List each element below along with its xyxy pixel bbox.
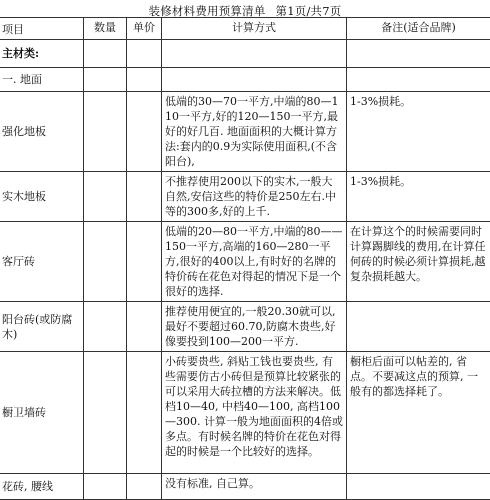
row-item: 花砖, 腰线 [0, 474, 84, 500]
row-item: 客厅砖 [0, 222, 84, 302]
row-calc: 低端的30—70一平方,中端的80—110一平方,好的120—150一平方,最好的好几百. 地面面积的大概计算方法:套内的0.9为实际使用面积,(不含阳台), [162, 92, 347, 172]
row-note [347, 302, 490, 352]
row-item: 实木地板 [0, 172, 84, 222]
row-item: 橱卫墙砖 [0, 352, 84, 474]
row-note [347, 474, 490, 500]
row-item: 阳台砖(或防腐木) [0, 302, 84, 352]
row-note: 橱柜后面可以帖差的, 省点。不要减这点的预算, 一般有的都选择耗了。 [347, 352, 490, 474]
row-note: 1-3%损耗。 [347, 92, 490, 172]
page-info: 第1页/共7页 [276, 4, 342, 18]
row-calc: 不推荐使用200以下的实木,一般大自然,安信这些的特价是250左右.中等的300多,好的上千. [162, 172, 347, 222]
header-calc: 计算方式 [162, 18, 347, 40]
row-item: 强化地板 [0, 92, 84, 172]
table-row [0, 172, 490, 222]
header-item: 项目 [0, 18, 84, 40]
section-row [0, 68, 490, 92]
table-row [0, 222, 490, 302]
table-row [0, 302, 490, 352]
table-row [0, 352, 490, 474]
row-note: 在计算这个的时候需要同时计算踢脚线的费用,在计算任何砖的时候必须计算损耗,越复杂损耗越大。 [347, 222, 490, 302]
row-calc: 没有标准, 自己算。 [162, 474, 347, 500]
row-calc: 低端的20—80一平方,中端的80——150一平方,高端的160—280一平方,很好的400以上,有时好的名牌的特价砖在花色对得起的情况下是一个很好的选择. [162, 222, 347, 302]
table-row [0, 92, 490, 172]
row-calc: 推荐使用便宜的,一般20.30就可以,最好不要超过60.70,防腐木贵些,好像要投到100—200一平方. [162, 302, 347, 352]
header-price: 单价 [127, 18, 162, 40]
header-row [0, 18, 490, 40]
header-note: 备注(适合品牌) [347, 18, 490, 40]
table-row [0, 474, 490, 500]
title-text: 装修材料费用预算清单 [149, 4, 266, 18]
budget-table [0, 17, 490, 500]
section-ground: 一. 地面 [0, 68, 84, 92]
header-qty: 数量 [84, 18, 127, 40]
row-note: 1-3%损耗。 [347, 172, 490, 222]
section-main-materials: 主材类: [0, 40, 84, 68]
row-calc: 小砖要贵些, 斜贴工钱也要贵些, 有些需要仿古小砖但是预算比较紧张的可以采用大砖拉槽的方法来解决。低档10—40, 中档40—100, 高档100—300. 计算一般为地面面积的4倍或多点。有时候名牌的特价在花色对得起的时候是一个比较好的选择。 [162, 352, 347, 474]
section-row [0, 40, 490, 68]
